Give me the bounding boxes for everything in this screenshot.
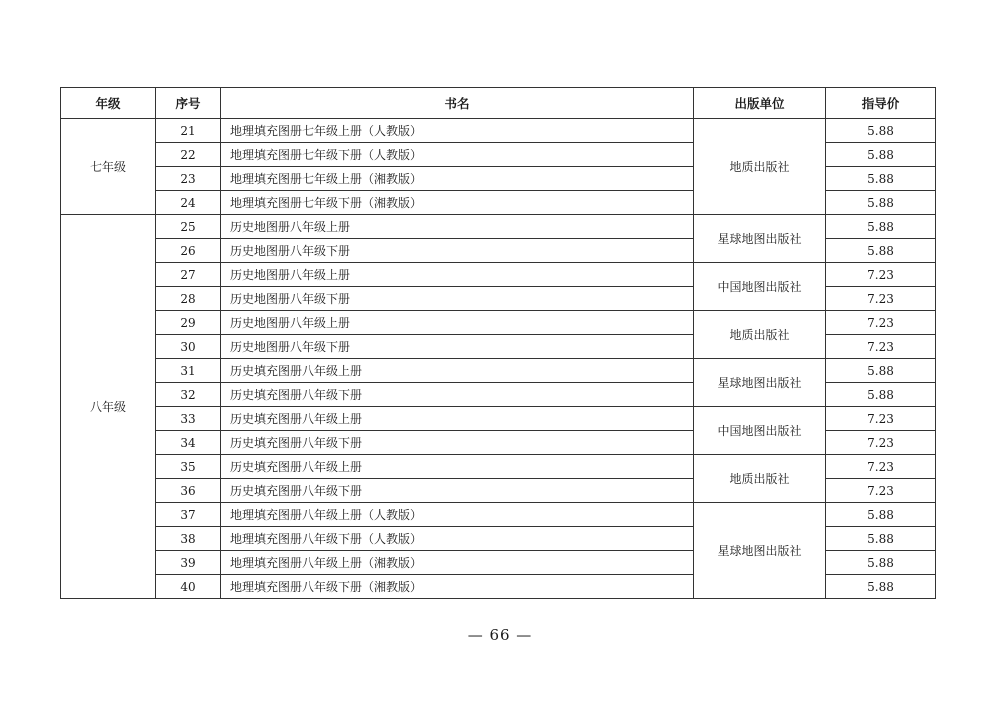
serial-number-cell: 40 <box>156 575 221 599</box>
header-publisher: 出版单位 <box>694 88 826 119</box>
header-price: 指导价 <box>826 88 936 119</box>
table-row <box>61 263 936 287</box>
price-cell: 5.88 <box>826 239 936 263</box>
table-row <box>61 503 936 527</box>
price-cell: 5.88 <box>826 551 936 575</box>
price-cell: 5.88 <box>826 167 936 191</box>
book-title-cell: 历史填充图册八年级下册 <box>221 431 694 455</box>
publisher-cell: 地质出版社 <box>694 311 826 359</box>
book-title-cell: 地理填充图册八年级下册（人教版） <box>221 527 694 551</box>
book-title-cell: 地理填充图册七年级下册（人教版） <box>221 143 694 167</box>
price-cell: 5.88 <box>826 215 936 239</box>
book-title-cell: 历史地图册八年级上册 <box>221 311 694 335</box>
book-title-cell: 地理填充图册八年级下册（湘教版） <box>221 575 694 599</box>
price-cell: 7.23 <box>826 407 936 431</box>
table-row <box>61 359 936 383</box>
table-row <box>61 407 936 431</box>
header-name: 书名 <box>221 88 694 119</box>
book-title-cell: 地理填充图册八年级上册（湘教版） <box>221 551 694 575</box>
book-title-cell: 历史填充图册八年级上册 <box>221 359 694 383</box>
price-cell: 5.88 <box>826 383 936 407</box>
price-cell: 5.88 <box>826 575 936 599</box>
serial-number-cell: 24 <box>156 191 221 215</box>
publisher-cell: 星球地图出版社 <box>694 503 826 599</box>
publisher-cell: 星球地图出版社 <box>694 359 826 407</box>
price-cell: 7.23 <box>826 335 936 359</box>
book-title-cell: 地理填充图册七年级下册（湘教版） <box>221 191 694 215</box>
serial-number-cell: 32 <box>156 383 221 407</box>
price-cell: 7.23 <box>826 431 936 455</box>
price-cell: 5.88 <box>826 503 936 527</box>
serial-number-cell: 35 <box>156 455 221 479</box>
grade-cell: 八年级 <box>61 215 156 599</box>
header-grade: 年级 <box>61 88 156 119</box>
publisher-cell: 中国地图出版社 <box>694 407 826 455</box>
book-title-cell: 历史填充图册八年级上册 <box>221 455 694 479</box>
publisher-cell: 地质出版社 <box>694 119 826 215</box>
book-title-cell: 历史填充图册八年级下册 <box>221 479 694 503</box>
serial-number-cell: 23 <box>156 167 221 191</box>
book-title-cell: 历史地图册八年级下册 <box>221 239 694 263</box>
book-title-cell: 地理填充图册八年级上册（人教版） <box>221 503 694 527</box>
publisher-cell: 地质出版社 <box>694 455 826 503</box>
book-title-cell: 地理填充图册七年级上册（人教版） <box>221 119 694 143</box>
price-cell: 7.23 <box>826 311 936 335</box>
price-cell: 7.23 <box>826 455 936 479</box>
serial-number-cell: 29 <box>156 311 221 335</box>
serial-number-cell: 26 <box>156 239 221 263</box>
page-number: — 66 — <box>467 626 533 644</box>
table-header <box>61 88 936 119</box>
serial-number-cell: 38 <box>156 527 221 551</box>
price-cell: 7.23 <box>826 287 936 311</box>
serial-number-cell: 25 <box>156 215 221 239</box>
table-row <box>61 119 936 143</box>
serial-number-cell: 31 <box>156 359 221 383</box>
serial-number-cell: 27 <box>156 263 221 287</box>
price-cell: 5.88 <box>826 527 936 551</box>
price-cell: 7.23 <box>826 479 936 503</box>
publisher-cell: 中国地图出版社 <box>694 263 826 311</box>
book-title-cell: 历史地图册八年级下册 <box>221 287 694 311</box>
book-title-cell: 历史填充图册八年级上册 <box>221 407 694 431</box>
serial-number-cell: 22 <box>156 143 221 167</box>
table-row <box>61 311 936 335</box>
book-title-cell: 地理填充图册七年级上册（湘教版） <box>221 167 694 191</box>
serial-number-cell: 36 <box>156 479 221 503</box>
serial-number-cell: 37 <box>156 503 221 527</box>
serial-number-cell: 39 <box>156 551 221 575</box>
price-table <box>60 87 936 599</box>
price-cell: 5.88 <box>826 119 936 143</box>
serial-number-cell: 28 <box>156 287 221 311</box>
price-cell: 5.88 <box>826 359 936 383</box>
book-title-cell: 历史地图册八年级上册 <box>221 263 694 287</box>
serial-number-cell: 34 <box>156 431 221 455</box>
book-title-cell: 历史地图册八年级下册 <box>221 335 694 359</box>
header-no: 序号 <box>156 88 221 119</box>
header-row <box>61 88 936 119</box>
grade-cell: 七年级 <box>61 119 156 215</box>
table-body <box>61 119 936 599</box>
book-title-cell: 历史地图册八年级上册 <box>221 215 694 239</box>
price-cell: 5.88 <box>826 143 936 167</box>
publisher-cell: 星球地图出版社 <box>694 215 826 263</box>
table-row <box>61 455 936 479</box>
serial-number-cell: 21 <box>156 119 221 143</box>
price-cell: 7.23 <box>826 263 936 287</box>
serial-number-cell: 33 <box>156 407 221 431</box>
price-cell: 5.88 <box>826 191 936 215</box>
table-row <box>61 215 936 239</box>
serial-number-cell: 30 <box>156 335 221 359</box>
book-title-cell: 历史填充图册八年级下册 <box>221 383 694 407</box>
